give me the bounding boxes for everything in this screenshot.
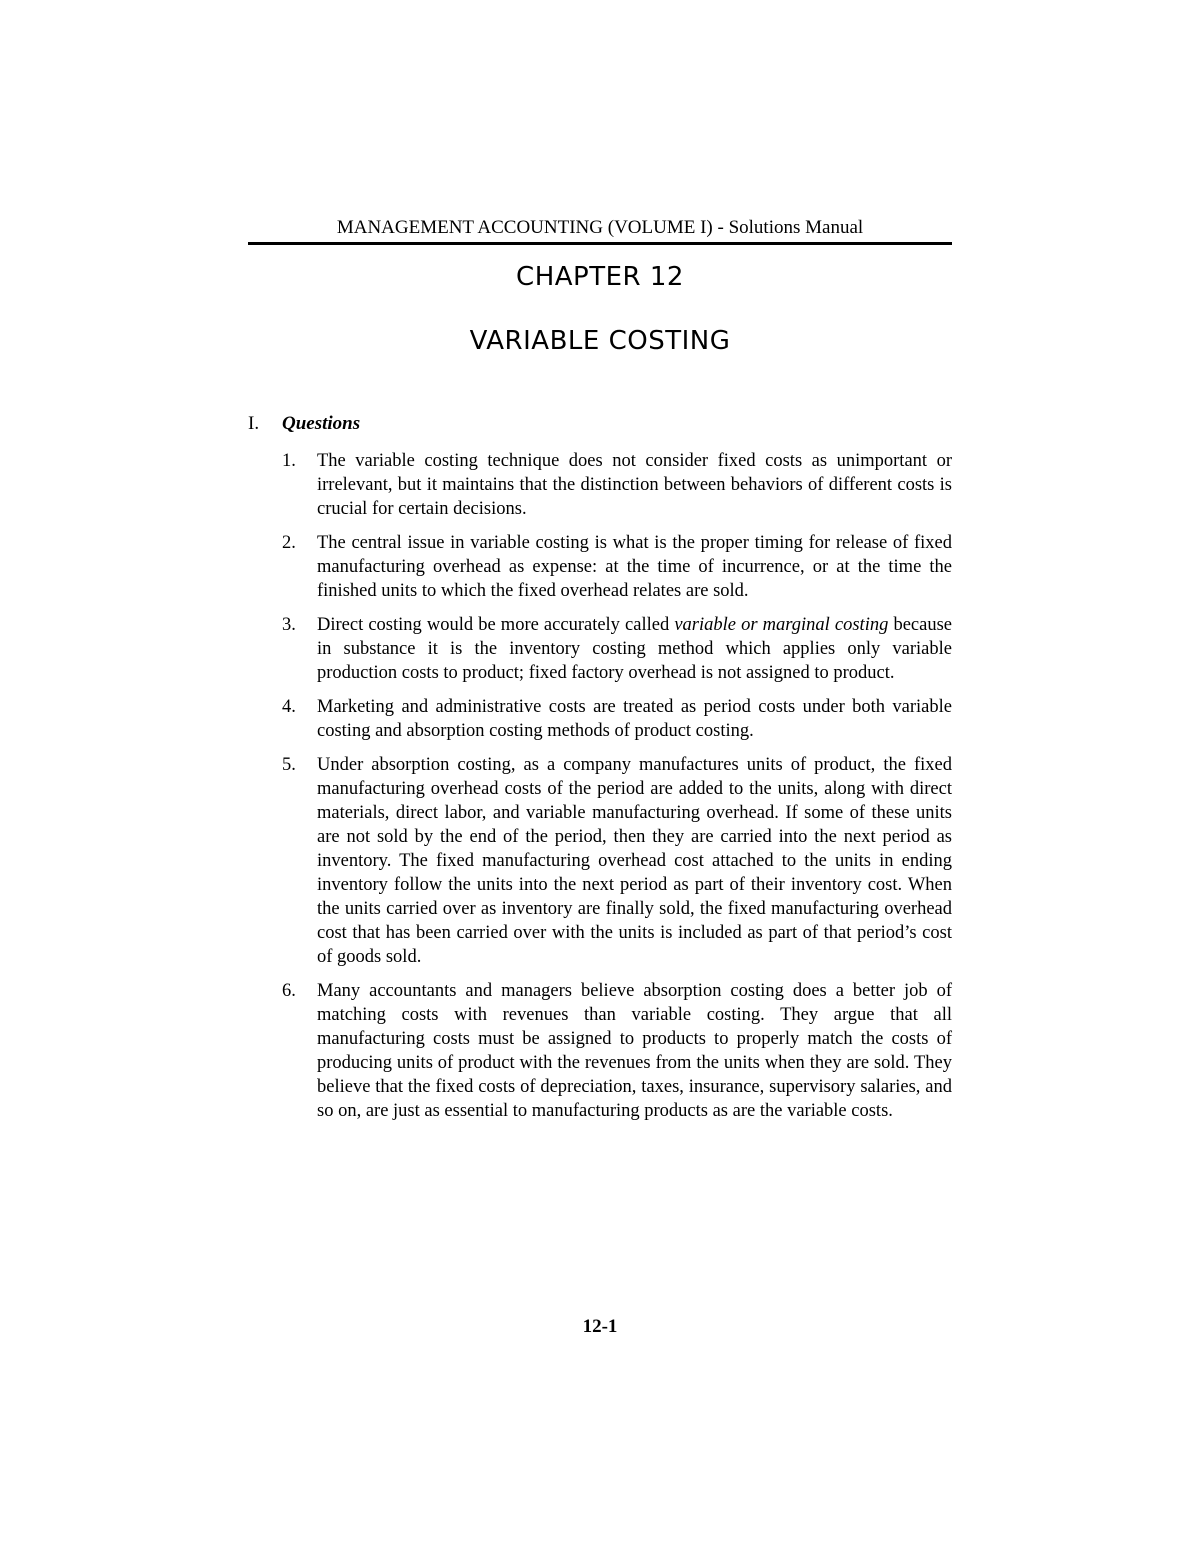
question-emphasis: variable or marginal costing: [674, 615, 889, 635]
question-item-6: [282, 979, 952, 1123]
question-item-3: [282, 613, 952, 685]
question-text-before: Direct costing would be more accurately called: [317, 615, 675, 635]
question-number: 6.: [282, 981, 296, 1001]
question-text: Many accountants and managers believe absorption costing does a better job of matching costs with revenues than variable costing. They argue that all manufacturing costs must be assigned to products to properly match the costs of producing units of product with the revenues from the units when they are sold. They believe that the fixed costs of depreciation, taxes, insurance, supervisory salaries, and so on, are just as essential to manufacturing products as are the variable costs.: [317, 981, 952, 1121]
question-text: The variable costing technique does not consider fixed costs as unimportant or irrelevant, but it maintains that the distinction between behaviors of different costs is crucial for certain decisions.: [317, 451, 952, 519]
question-item-1: [282, 449, 952, 521]
chapter-subtitle: VARIABLE COSTING: [469, 326, 731, 356]
question-item-5: [282, 753, 952, 969]
question-number: 5.: [282, 755, 296, 775]
question-text: The central issue in variable costing is what is the proper timing for release of fixed manufacturing overhead as expense: at the time of incurrence, or at the time the finished units to which the fixed overhead relates are sold.: [317, 533, 952, 601]
section-number: I.: [248, 413, 260, 434]
question-number: 4.: [282, 697, 296, 717]
question-list: [282, 449, 952, 1133]
question-text-after: because in substance it is the inventory costing method which applies only variable production costs to product; fixed factory overhead is not assigned to product.: [317, 615, 952, 683]
question-item-4: [282, 695, 952, 743]
running-header: MANAGEMENT ACCOUNTING (VOLUME I) - Solutions Manual: [248, 216, 952, 245]
question-number: 1.: [282, 451, 296, 471]
question-number: 2.: [282, 533, 296, 553]
question-text: Under absorption costing, as a company manufactures units of product, the fixed manufacturing overhead costs of the period are added to the units, along with direct materials, direct labor, and variable manufacturing overhead. If some of these units are not sold by the end of the period, then they are carried into the next period as inventory. The fixed manufacturing overhead cost attached to the units in ending inventory follow the units into the next period as part of their inventory cost. When the units carried over as inventory are finally sold, the fixed manufacturing overhead cost that has been carried over with the units is included as part of that period’s cost of goods sold.: [317, 755, 952, 967]
question-text: Marketing and administrative costs are treated as period costs under both variable costing and absorption costing methods of product costing.: [317, 697, 952, 741]
section-heading: [248, 412, 360, 436]
section-label: Questions: [282, 413, 361, 434]
question-number: 3.: [282, 615, 296, 635]
question-item-2: [282, 531, 952, 603]
page-number: 12-1: [582, 1316, 618, 1337]
chapter-title: CHAPTER 12: [516, 262, 684, 292]
